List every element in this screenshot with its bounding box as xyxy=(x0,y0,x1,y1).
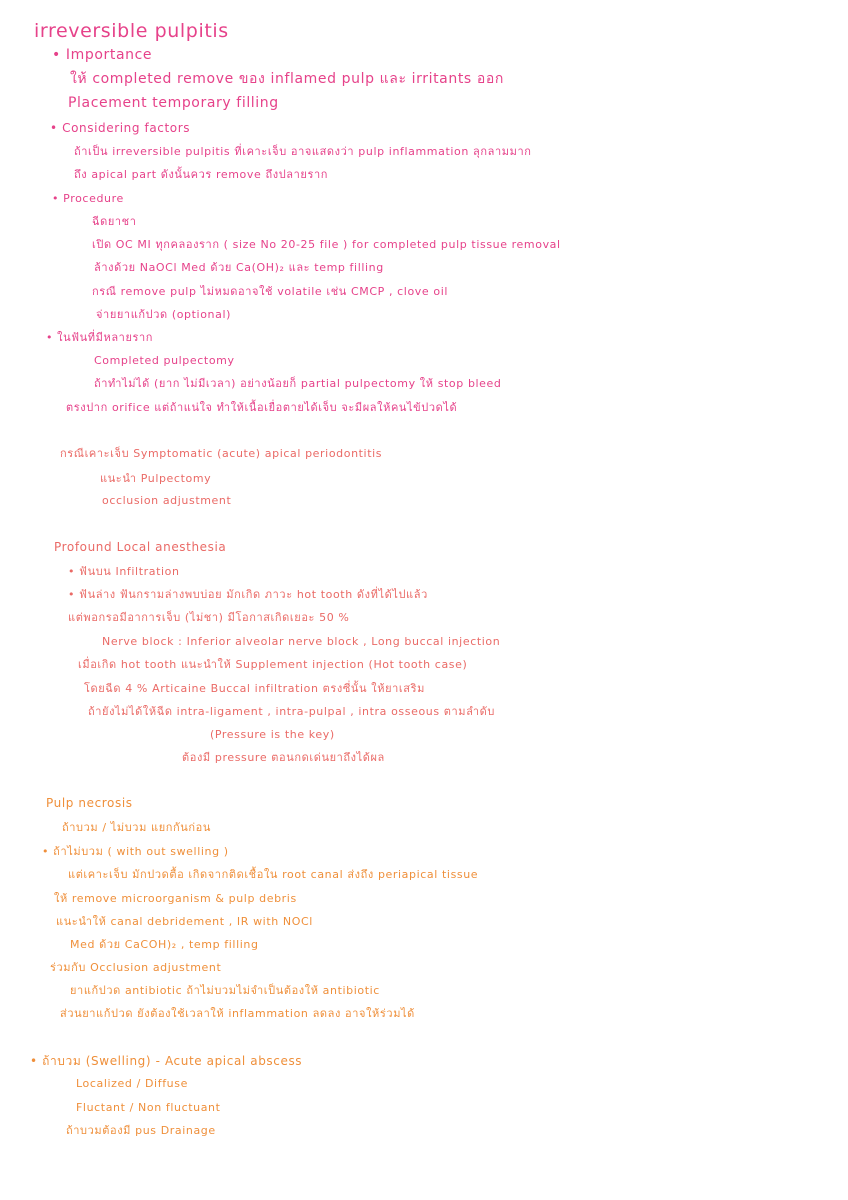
section-title-irreversible-pulpitis: irreversible pulpitis xyxy=(34,20,229,42)
anesthesia-line: โดยฉีด 4 % Articaine Buccal infiltration ตรงซี่นั้น ให้ยาเสริม xyxy=(84,682,425,695)
procedure-heading: • Procedure xyxy=(52,192,124,205)
considering-line: ถ้าเป็น irreversible pulpitis ที่เคาะเจ็บ อาจแสดงว่า pulp inflammation ลุกลามมาก xyxy=(74,145,532,158)
necrosis-line: แต่เคาะเจ็บ มักปวดตื้อ เกิดจากติดเชื้อใน root canal ส่งถึง periapical tissue xyxy=(68,868,479,881)
multi-root-line: ถ้าทำไม่ได้ (ยาก ไม่มีเวลา) อย่างน้อยก็ partial pulpectomy ให้ stop bleed xyxy=(94,377,502,390)
swelling-line: ถ้าบวมต้องมี pus Drainage xyxy=(66,1124,216,1137)
necrosis-line: แนะนำให้ canal debridement , IR with NOCl xyxy=(56,915,313,928)
anesthesia-line: ต้องมี pressure ตอนกดเด่นยาถึงได้ผล xyxy=(182,751,385,764)
anesthesia-heading: Profound Local anesthesia xyxy=(54,540,227,554)
importance-heading: • Importance xyxy=(52,47,153,63)
procedure-line: จ่ายยาแก้ปวด (optional) xyxy=(96,308,232,321)
considering-heading: • Considering factors xyxy=(50,121,191,135)
symptomatic-line: occlusion adjustment xyxy=(102,494,232,507)
importance-line: Placement temporary filling xyxy=(68,95,279,111)
anesthesia-line: ถ้ายังไม่ได้ให้ฉีด intra-ligament , intra-pulpal , intra osseous ตามลำดับ xyxy=(88,705,495,718)
necrosis-line: ยาแก้ปวด antibiotic ถ้าไม่บวมไม่จำเป็นต้องให้ antibiotic xyxy=(70,984,380,997)
anesthesia-line: (Pressure is the key) xyxy=(210,728,335,741)
swelling-line: Fluctant / Non fluctuant xyxy=(76,1101,221,1114)
symptomatic-line: แนะนำ Pulpectomy xyxy=(100,472,212,485)
multi-root-heading: • ในฟันที่มีหลายราก xyxy=(46,331,154,344)
necrosis-line: ส่วนยาแก้ปวด ยังต้องใช้เวลาให้ inflammation ลดลง อาจให้ร่วมได้ xyxy=(60,1007,415,1020)
necrosis-line: Med ด้วย CaCOH)₂ , temp filling xyxy=(70,938,259,951)
symptomatic-heading: กรณีเคาะเจ็บ Symptomatic (acute) apical periodontitis xyxy=(60,447,383,460)
anesthesia-line: แต่พอกรอมีอาการเจ็บ (ไม่ชา) มีโอกาสเกิดเยอะ 50 % xyxy=(68,611,350,624)
anesthesia-line: Nerve block : Inferior alveolar nerve block , Long buccal injection xyxy=(102,635,501,648)
procedure-line: ล้างด้วย NaOCl Med ด้วย Ca(OH)₂ และ temp filling xyxy=(94,261,384,274)
necrosis-line: • ถ้าไม่บวม ( with out swelling ) xyxy=(42,845,229,858)
swelling-line: Localized / Diffuse xyxy=(76,1077,188,1090)
multi-root-line: Completed pulpectomy xyxy=(94,354,235,367)
anesthesia-line: • ฟันล่าง ฟันกรามล่างพบบ่อย มักเกิด ภาวะ hot tooth ดังที่ได้ไปแล้ว xyxy=(68,588,428,601)
considering-line: ถึง apical part ดังนั้นควร remove ถึงปลายราก xyxy=(74,168,328,181)
swelling-heading: • ถ้าบวม (Swelling) - Acute apical abscess xyxy=(30,1054,303,1068)
multi-root-line: ตรงปาก orifice แต่ถ้าแน่ใจ ทำให้เนื้อเยื่อตายได้เจ็บ จะมีผลให้คนไข้ปวดได้ xyxy=(66,401,458,414)
anesthesia-line: เมื่อเกิด hot tooth แนะนำให้ Supplement injection (Hot tooth case) xyxy=(78,658,468,671)
procedure-line: เปิด OC MI ทุกคลองราก ( size No 20-25 file ) for completed pulp tissue removal xyxy=(92,238,561,251)
necrosis-line: ให้ remove microorganism & pulp debris xyxy=(54,892,297,905)
procedure-line: ฉีดยาชา xyxy=(92,215,137,228)
importance-line: ให้ completed remove ของ inflamed pulp และ irritants ออก xyxy=(70,71,504,87)
anesthesia-line: • ฟันบน Infiltration xyxy=(68,565,180,578)
necrosis-line: ร่วมกับ Occlusion adjustment xyxy=(50,961,222,974)
necrosis-heading: Pulp necrosis xyxy=(46,796,133,810)
necrosis-line: ถ้าบวม / ไม่บวม แยกกันก่อน xyxy=(62,821,211,834)
procedure-line: กรณี remove pulp ไม่หมดอาจใช้ volatile เช่น CMCP , clove oil xyxy=(92,285,449,298)
